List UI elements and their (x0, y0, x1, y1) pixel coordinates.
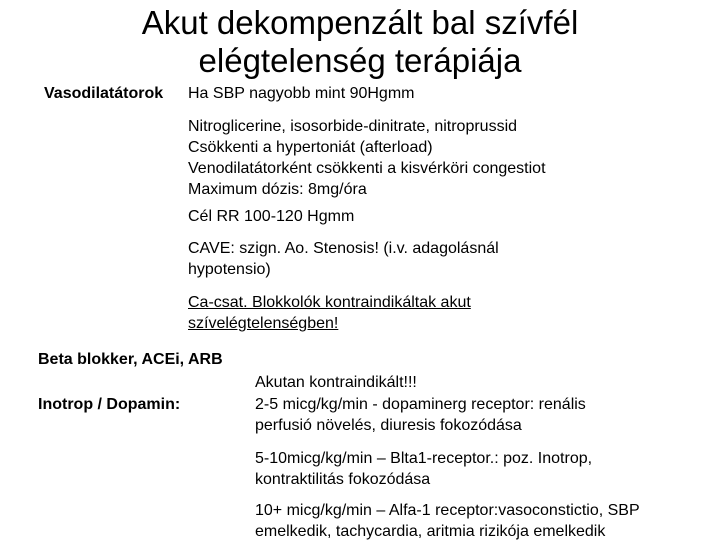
vasodilator-condition: Ha SBP nagyobb mint 90Hgmm (188, 85, 415, 102)
dopamine-dose-3-line-1: 10+ micg/kg/min – Alfa-1 receptor:vasoconstictio, SBP (255, 502, 640, 519)
title-line-2: elégtelenség terápiája (198, 42, 522, 79)
dopamine-dose-1-line-2: perfusió növelés, diuresis fokozódása (255, 417, 522, 434)
title-line-1: Akut dekompenzált bal szívfél (141, 4, 579, 41)
inotrop-label: Inotrop / Dopamin: (38, 396, 181, 413)
vasodilator-max-dose: Maximum dózis: 8mg/óra (188, 181, 367, 198)
slide-title (0, 4, 720, 80)
dopamine-dose-2-line-2: kontraktilitás fokozódása (255, 471, 431, 488)
vasodilator-effect-2: Venodilatátorként csökkenti a kisvérköri congestiot (188, 160, 546, 177)
cave-line-2: hypotensio) (188, 261, 271, 278)
vasodilator-drugs: Nitroglicerine, isosorbide-dinitrate, nitroprussid (188, 118, 518, 135)
vasodilator-label: Vasodilatátorok (44, 85, 164, 102)
cave-line-1: CAVE: szign. Ao. Stenosis! (i.v. adagolásnál (188, 240, 499, 257)
ca-blocker-line-2: szívelégtelenségben! (188, 315, 339, 332)
dopamine-dose-2-line-1: 5-10micg/kg/min – Blta1-receptor.: poz. Inotrop, (255, 450, 593, 467)
vasodilator-effect-1: Csökkenti a hypertoniát (afterload) (188, 139, 433, 156)
ca-blocker-line-1: Ca-csat. Blokkolók kontraindikáltak akut (188, 294, 471, 311)
beta-blocker-note: Akutan kontraindikált!!! (255, 374, 417, 391)
vasodilator-target: Cél RR 100-120 Hgmm (188, 208, 355, 225)
dopamine-dose-1-line-1: 2-5 micg/kg/min - dopaminerg receptor: renális (255, 396, 586, 413)
beta-blocker-label: Beta blokker, ACEi, ARB (38, 351, 223, 368)
dopamine-dose-3-line-2: emelkedik, tachycardia, aritmia rizikója emelkedik (255, 523, 606, 540)
